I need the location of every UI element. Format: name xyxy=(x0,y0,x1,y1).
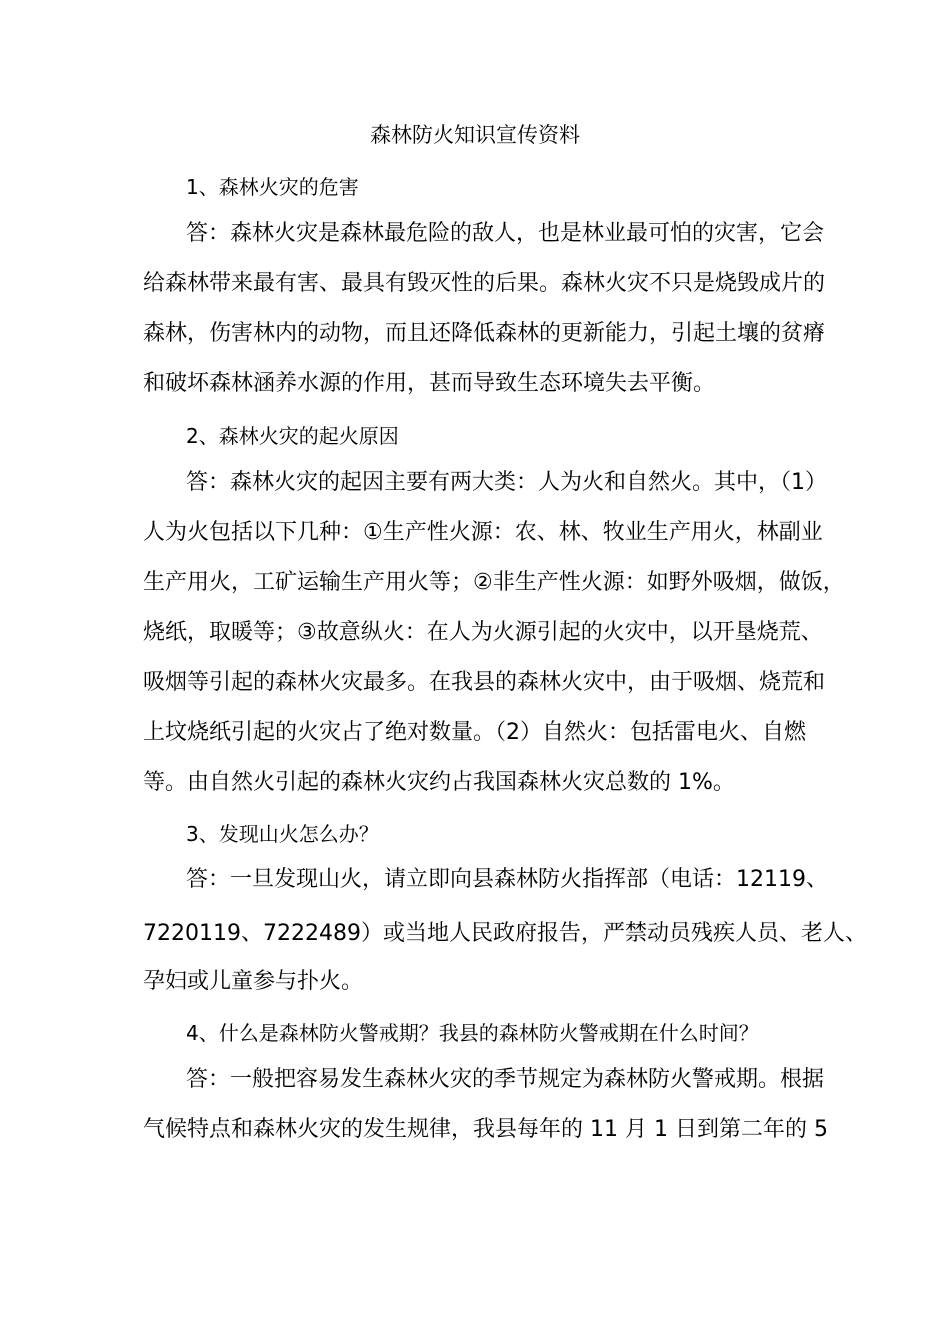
section-3-line-3: 孕妇或儿童参与扑火。 xyxy=(143,969,364,994)
section-2-line-6: 上坟烧纸引起的火灾占了绝对数量。（2）自然火：包括雷电火、自燃 xyxy=(143,720,806,745)
section-1-line-2: 给森林带来最有害、最具有毁灭性的后果。森林火灾不只是烧毁成片的 xyxy=(143,271,826,296)
section-1-line-1: 答：森林火灾是森林最危险的敌人，也是林业最可怕的灾害，它会 xyxy=(186,221,825,246)
section-2-line-1: 答：森林火灾的起因主要有两大类：人为火和自然火。其中，（1） xyxy=(186,470,827,495)
section-2-line-5: 吸烟等引起的森林火灾最多。在我县的森林火灾中，由于吸烟、烧荒和 xyxy=(143,670,826,695)
section-3-line-2: 7220119、7222489）或当地人民政府报告，严禁动员残疾人员、老人、 xyxy=(143,921,867,946)
section-2-line-7: 等。由自然火引起的森林火灾约占我国森林火灾总数的 1%。 xyxy=(143,770,735,795)
section-4-line-2: 气候特点和森林火灾的发生规律，我县每年的 11 月 1 日到第二年的 5 xyxy=(143,1117,828,1142)
section-1-line-3: 森林，伤害林内的动物，而且还降低森林的更新能力，引起土壤的贫瘠 xyxy=(143,321,826,346)
section-4-line-1: 答：一般把容易发生森林火灾的季节规定为森林防火警戒期。根据 xyxy=(186,1067,825,1092)
section-3-heading: 3、发现山火怎么办？ xyxy=(186,822,379,846)
section-4-heading: 4、什么是森林防火警戒期？我县的森林防火警戒期在什么时间？ xyxy=(186,1021,759,1045)
section-3-line-1: 答：一旦发现山火，请立即向县森林防火指挥部（电话：12119、 xyxy=(186,867,828,892)
section-2-line-4: 烧纸，取暖等；③故意纵火：在人为火源引起的火灾中，以开垦烧荒、 xyxy=(143,620,823,645)
section-2-line-3: 生产用火，工矿运输生产用火等；②非生产性火源：如野外吸烟，做饭， xyxy=(143,570,845,595)
section-1-heading: 1、森林火灾的危害 xyxy=(186,175,359,199)
document-title: 森林防火知识宣传资料 xyxy=(370,123,580,147)
section-2-line-2: 人为火包括以下几种：①生产性火源：农、林、牧业生产用火，林副业 xyxy=(143,520,823,545)
section-1-line-4: 和破坏森林涵养水源的作用，甚而导致生态环境失去平衡。 xyxy=(143,371,716,396)
section-2-heading: 2、森林火灾的起火原因 xyxy=(186,424,399,448)
